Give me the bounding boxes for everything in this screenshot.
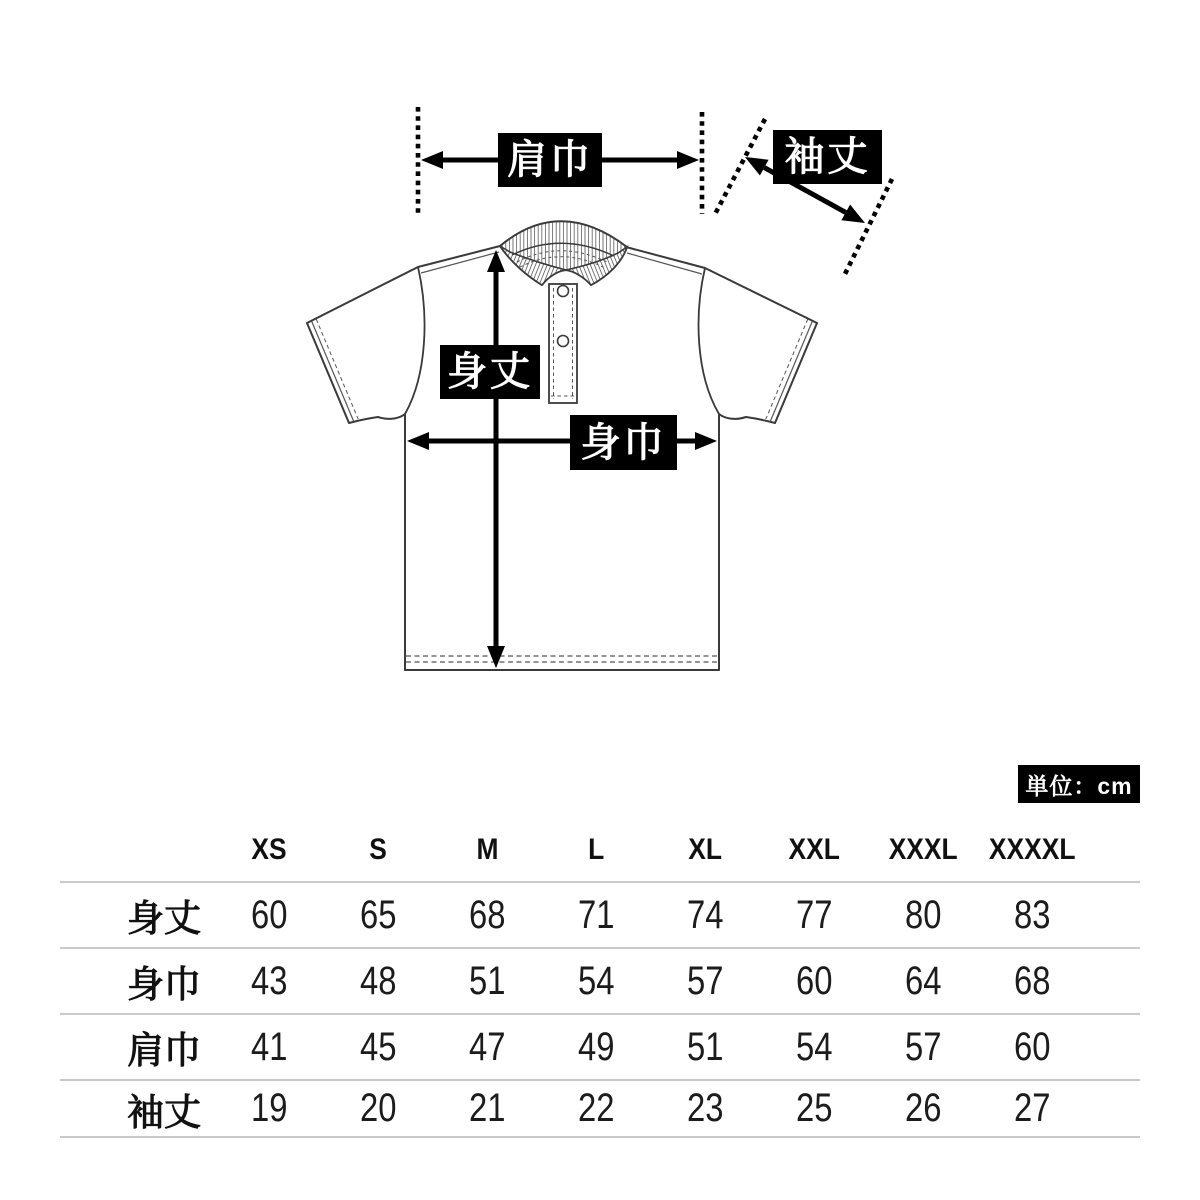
col-header-m: M: [476, 832, 499, 866]
row-label: 袖丈: [127, 1091, 201, 1133]
cell-value: 74: [687, 892, 724, 937]
cell-value: 68: [1014, 958, 1051, 1003]
unit-badge: 単位：cm: [1018, 765, 1140, 803]
cell-value: 51: [687, 1024, 724, 1069]
cell-value: 23: [687, 1086, 724, 1130]
cell-value: 57: [905, 1024, 942, 1069]
cell-value: 64: [905, 958, 942, 1003]
sleeve-length-label: 袖丈: [773, 130, 882, 184]
col-header-xl: XL: [688, 832, 723, 866]
row-label: 身丈: [127, 898, 201, 939]
cell-value: 54: [796, 1024, 833, 1069]
col-header-xxxl: XXXL: [889, 832, 958, 866]
cell-value: 51: [469, 958, 506, 1003]
cell-value: 60: [251, 892, 288, 937]
cell-value: 41: [251, 1024, 288, 1069]
cell-value: 65: [360, 892, 397, 937]
placket: [549, 284, 577, 403]
cell-value: 27: [1014, 1086, 1051, 1130]
shoulder-width-label: 肩巾: [498, 133, 602, 187]
cell-value: 20: [360, 1086, 397, 1130]
cell-value: 21: [469, 1086, 506, 1130]
body-width-label: 身巾: [570, 415, 677, 470]
cell-value: 54: [578, 958, 615, 1003]
row-label: 身巾: [127, 964, 201, 1005]
cell-value: 68: [469, 892, 506, 937]
table-row-body-length: [60, 883, 1140, 949]
size-table-header-row: [60, 818, 1140, 883]
cell-value: 60: [1014, 1024, 1051, 1069]
cell-value: 25: [796, 1086, 833, 1130]
button-bottom: [558, 336, 569, 347]
cell-value: 19: [251, 1086, 288, 1130]
cell-value: 77: [796, 892, 833, 937]
cell-value: 83: [1014, 892, 1051, 937]
col-header-xxxxl: XXXXL: [989, 832, 1076, 866]
cell-value: 49: [578, 1024, 615, 1069]
col-header-s: S: [369, 832, 388, 866]
row-label: 肩巾: [127, 1030, 201, 1071]
cell-value: 45: [360, 1024, 397, 1069]
cell-value: 22: [578, 1086, 615, 1130]
cell-value: 47: [469, 1024, 506, 1069]
cell-value: 57: [687, 958, 724, 1003]
cell-value: 48: [360, 958, 397, 1003]
table-row-sleeve-length: [60, 1081, 1140, 1138]
col-header-l: L: [588, 832, 605, 866]
button-top: [558, 286, 569, 297]
size-table: [60, 818, 1140, 1138]
cell-value: 43: [251, 958, 288, 1003]
col-header-xxl: XXL: [788, 832, 841, 866]
cell-value: 26: [905, 1086, 942, 1130]
body-length-label: 身丈: [440, 345, 540, 399]
table-row-body-width: [60, 949, 1140, 1015]
cell-value: 60: [796, 958, 833, 1003]
cell-value: 80: [905, 892, 942, 937]
cell-value: 71: [578, 892, 615, 937]
guide-sleeve-bottom: [843, 179, 892, 278]
table-row-shoulder-width: [60, 1015, 1140, 1081]
col-header-xs: XS: [251, 832, 288, 866]
